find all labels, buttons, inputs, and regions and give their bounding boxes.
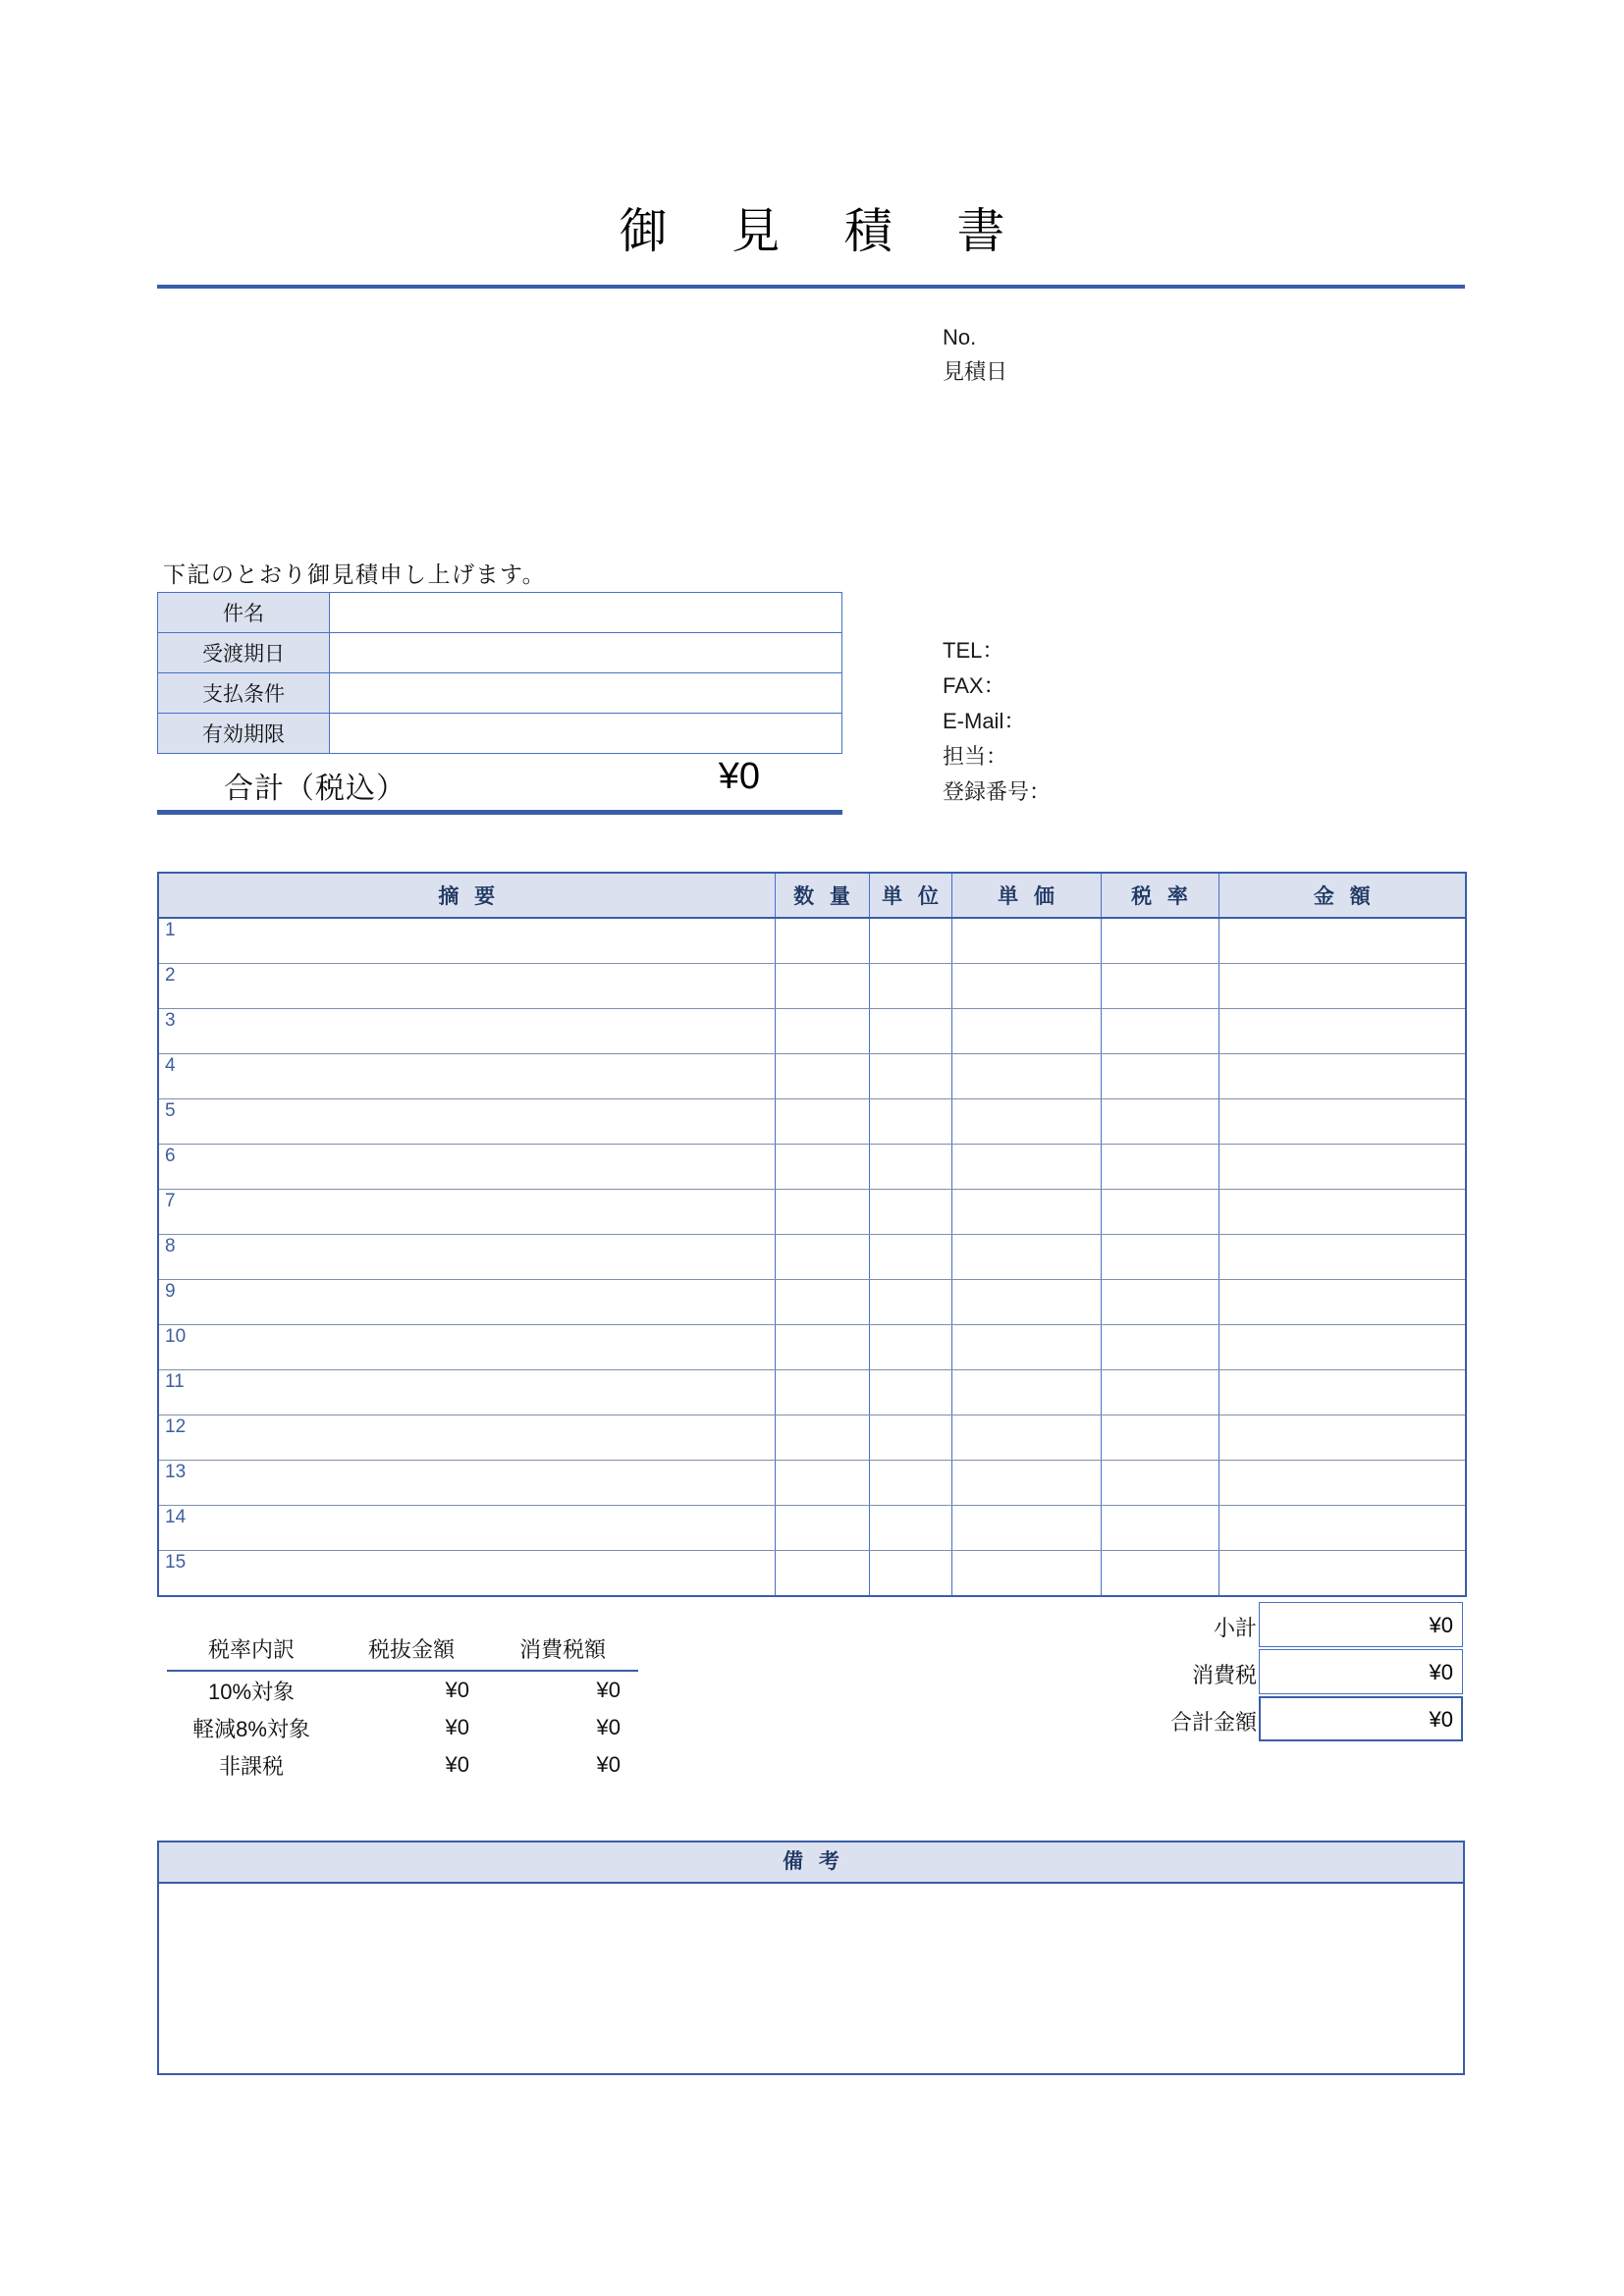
cell-unit-price[interactable] <box>951 1235 1101 1280</box>
table-row <box>158 918 1466 964</box>
row-number: 14 <box>165 1507 187 1527</box>
contact-tel: TEL： <box>943 638 1004 663</box>
cell-unit-price[interactable] <box>951 1461 1101 1506</box>
total-amount-label: 合計金額 <box>1169 1710 1257 1735</box>
table-row <box>158 1009 1466 1054</box>
table-header-row <box>158 873 1466 918</box>
cell-quantity[interactable] <box>775 1370 869 1415</box>
line-items-table <box>157 872 1467 1597</box>
cell-quantity[interactable] <box>775 964 869 1009</box>
table-row <box>158 1054 1466 1099</box>
cell-unit-price[interactable] <box>951 1280 1101 1325</box>
tax-row-tax-10: ¥0 <box>596 1678 621 1702</box>
table-row <box>158 964 1466 1009</box>
tax-breakdown-table <box>167 1633 638 1784</box>
cell-description[interactable] <box>158 1461 775 1506</box>
cell-amount[interactable] <box>1218 1190 1466 1235</box>
tax-breakdown-header-excluding: 税抜金額 <box>336 1633 487 1671</box>
table-row <box>158 1099 1466 1145</box>
cell-quantity[interactable] <box>775 1461 869 1506</box>
cell-unit[interactable] <box>869 1551 951 1597</box>
cell-description[interactable] <box>158 1280 775 1325</box>
cell-unit[interactable] <box>869 1280 951 1325</box>
row-number: 6 <box>165 1146 176 1166</box>
cell-unit[interactable] <box>869 1054 951 1099</box>
info-value-subject[interactable] <box>330 593 842 633</box>
cell-amount[interactable] <box>1218 1145 1466 1190</box>
cell-amount[interactable] <box>1218 1551 1466 1597</box>
column-header-unit-price: 単 価 <box>951 873 1101 918</box>
cell-amount[interactable] <box>1218 918 1466 964</box>
cell-unit[interactable] <box>869 918 951 964</box>
cell-unit[interactable] <box>869 1190 951 1235</box>
subtotal-value: ¥0 <box>1429 1613 1453 1637</box>
row-number: 12 <box>165 1416 187 1437</box>
info-value-delivery-date[interactable] <box>330 633 842 673</box>
cell-description[interactable] <box>158 1506 775 1551</box>
cell-unit-price[interactable] <box>951 1054 1101 1099</box>
totals-row-consumption-tax <box>1041 1649 1465 1696</box>
contact-fax: FAX： <box>943 673 1005 698</box>
column-header-amount: 金 額 <box>1218 873 1466 918</box>
cell-unit-price[interactable] <box>951 1415 1101 1461</box>
table-row <box>158 1551 1466 1597</box>
tax-breakdown-header-rate: 税率内訳 <box>167 1633 336 1671</box>
cell-description[interactable] <box>158 1145 775 1190</box>
table-row <box>158 633 842 673</box>
cell-amount[interactable] <box>1218 1280 1466 1325</box>
cell-quantity[interactable] <box>775 1235 869 1280</box>
cell-description[interactable] <box>158 1054 775 1099</box>
grand-total-block <box>157 758 842 815</box>
cell-description[interactable] <box>158 1551 775 1597</box>
tax-row-tax-reduced-8: ¥0 <box>596 1715 621 1739</box>
cell-amount[interactable] <box>1218 1325 1466 1370</box>
cell-tax-rate[interactable] <box>1101 918 1218 964</box>
cell-unit[interactable] <box>869 1009 951 1054</box>
cell-amount[interactable] <box>1218 1415 1466 1461</box>
cell-description[interactable] <box>158 1190 775 1235</box>
info-value-validity[interactable] <box>330 714 842 754</box>
cell-description[interactable] <box>158 1099 775 1145</box>
page-title: 御 見 積 書 <box>619 205 1031 258</box>
column-header-unit: 単 位 <box>869 873 951 918</box>
table-row <box>158 1280 1466 1325</box>
cell-unit-price[interactable] <box>951 1325 1101 1370</box>
cell-unit-price[interactable] <box>951 964 1101 1009</box>
cell-unit-price[interactable] <box>951 1370 1101 1415</box>
table-row <box>158 593 842 633</box>
cell-amount[interactable] <box>1218 1009 1466 1054</box>
cell-amount[interactable] <box>1218 1506 1466 1551</box>
total-amount-value: ¥0 <box>1429 1707 1453 1732</box>
title-divider <box>157 285 1465 289</box>
table-row <box>158 1415 1466 1461</box>
contact-person: 担当： <box>943 744 1008 769</box>
table-row <box>158 1461 1466 1506</box>
cell-amount[interactable] <box>1218 1235 1466 1280</box>
row-number: 2 <box>165 965 176 986</box>
totals-row-total-amount <box>1041 1696 1465 1743</box>
grand-total-value: ¥0 <box>718 756 760 797</box>
info-label-subject: 件名 <box>158 593 330 633</box>
cell-quantity[interactable] <box>775 1415 869 1461</box>
cell-unit[interactable] <box>869 1099 951 1145</box>
cell-unit-price[interactable] <box>951 1099 1101 1145</box>
cell-unit-price[interactable] <box>951 1190 1101 1235</box>
cell-description[interactable] <box>158 1415 775 1461</box>
cell-quantity[interactable] <box>775 1506 869 1551</box>
cell-tax-rate[interactable] <box>1101 1145 1218 1190</box>
cell-tax-rate[interactable] <box>1101 1551 1218 1597</box>
row-number: 1 <box>165 920 176 940</box>
info-label-payment-terms: 支払条件 <box>158 673 330 714</box>
cell-quantity[interactable] <box>775 1325 869 1370</box>
table-row <box>158 1235 1466 1280</box>
table-row <box>158 1190 1466 1235</box>
cell-unit[interactable] <box>869 964 951 1009</box>
cell-quantity[interactable] <box>775 1280 869 1325</box>
table-row <box>158 714 842 754</box>
tax-row-excluding-10: ¥0 <box>445 1678 469 1702</box>
row-number: 13 <box>165 1462 187 1482</box>
table-row <box>158 1506 1466 1551</box>
cell-amount[interactable] <box>1218 1054 1466 1099</box>
table-row <box>167 1709 638 1746</box>
cell-unit-price[interactable] <box>951 1506 1101 1551</box>
info-value-payment-terms[interactable] <box>330 673 842 714</box>
grand-total-divider <box>157 810 842 815</box>
consumption-tax-value: ¥0 <box>1429 1660 1453 1684</box>
tax-breakdown-header-tax: 消費税額 <box>487 1633 638 1671</box>
intro-sentence: 下記のとおり御見積申し上げます。 <box>163 561 547 587</box>
row-number: 3 <box>165 1010 176 1031</box>
table-row <box>158 1145 1466 1190</box>
totals-row-subtotal <box>1041 1602 1465 1649</box>
cell-tax-rate[interactable] <box>1101 1190 1218 1235</box>
tax-row-excluding-exempt: ¥0 <box>445 1752 469 1777</box>
contact-email: E-Mail： <box>943 709 1026 733</box>
cell-tax-rate[interactable] <box>1101 1506 1218 1551</box>
cell-unit-price[interactable] <box>951 1145 1101 1190</box>
remarks-header: 備 考 <box>157 1841 1465 1884</box>
row-number: 9 <box>165 1281 176 1302</box>
cell-description[interactable] <box>158 1235 775 1280</box>
cell-description[interactable] <box>158 964 775 1009</box>
cell-description[interactable] <box>158 1325 775 1370</box>
cell-description[interactable] <box>158 1009 775 1054</box>
quotation-info-table <box>157 592 842 754</box>
quotation-date-label: 見積日 <box>943 359 1008 384</box>
cell-quantity[interactable] <box>775 918 869 964</box>
column-header-tax-rate: 税 率 <box>1101 873 1218 918</box>
cell-quantity[interactable] <box>775 1099 869 1145</box>
cell-tax-rate[interactable] <box>1101 1099 1218 1145</box>
cell-quantity[interactable] <box>775 1145 869 1190</box>
tax-row-label-exempt: 非課税 <box>218 1753 284 1779</box>
cell-tax-rate[interactable] <box>1101 1009 1218 1054</box>
grand-total-label: 合計（税込） <box>224 773 406 805</box>
subtotal-label: 小計 <box>1213 1616 1257 1640</box>
cell-tax-rate[interactable] <box>1101 1325 1218 1370</box>
info-label-validity: 有効期限 <box>158 714 330 754</box>
cell-quantity[interactable] <box>775 1009 869 1054</box>
row-number: 8 <box>165 1236 176 1256</box>
row-number: 7 <box>165 1191 176 1211</box>
cell-unit[interactable] <box>869 1461 951 1506</box>
cell-description[interactable] <box>158 918 775 964</box>
info-label-delivery-date: 受渡期日 <box>158 633 330 673</box>
consumption-tax-label: 消費税 <box>1191 1663 1257 1687</box>
cell-unit[interactable] <box>869 1325 951 1370</box>
cell-unit[interactable] <box>869 1370 951 1415</box>
remarks-body[interactable] <box>157 1884 1465 2075</box>
row-number: 15 <box>165 1552 187 1573</box>
cell-unit-price[interactable] <box>951 918 1101 964</box>
cell-unit-price[interactable] <box>951 1551 1101 1597</box>
row-number: 4 <box>165 1055 176 1076</box>
cell-tax-rate[interactable] <box>1101 1415 1218 1461</box>
tax-row-label-reduced-8: 軽減8%対象 <box>192 1716 310 1741</box>
tax-row-excluding-reduced-8: ¥0 <box>445 1715 469 1739</box>
quotation-meta <box>943 320 1007 389</box>
cell-unit[interactable] <box>869 1415 951 1461</box>
row-number: 11 <box>165 1371 185 1392</box>
cell-unit[interactable] <box>869 1145 951 1190</box>
cell-unit[interactable] <box>869 1506 951 1551</box>
cell-tax-rate[interactable] <box>1101 964 1218 1009</box>
column-header-quantity: 数 量 <box>775 873 869 918</box>
cell-tax-rate[interactable] <box>1101 1280 1218 1325</box>
table-row <box>158 673 842 714</box>
tax-row-label-10: 10%対象 <box>207 1679 296 1704</box>
table-row <box>167 1671 638 1709</box>
cell-description[interactable] <box>158 1370 775 1415</box>
cell-quantity[interactable] <box>775 1551 869 1597</box>
table-header-row <box>167 1633 638 1671</box>
tax-row-tax-exempt: ¥0 <box>596 1752 621 1777</box>
cell-amount[interactable] <box>1218 1461 1466 1506</box>
table-row <box>167 1746 638 1784</box>
totals-block <box>1041 1602 1465 1743</box>
cell-unit[interactable] <box>869 1235 951 1280</box>
cell-tax-rate[interactable] <box>1101 1054 1218 1099</box>
contact-registration-number: 登録番号： <box>943 779 1052 804</box>
cell-quantity[interactable] <box>775 1054 869 1099</box>
cell-amount[interactable] <box>1218 1370 1466 1415</box>
column-header-description: 摘 要 <box>158 873 775 918</box>
cell-amount[interactable] <box>1218 1099 1466 1145</box>
cell-tax-rate[interactable] <box>1101 1235 1218 1280</box>
cell-tax-rate[interactable] <box>1101 1370 1218 1415</box>
cell-quantity[interactable] <box>775 1190 869 1235</box>
supplier-contact-block <box>943 633 1051 810</box>
row-number: 10 <box>165 1326 187 1347</box>
row-number: 5 <box>165 1100 176 1121</box>
table-row <box>158 1370 1466 1415</box>
cell-tax-rate[interactable] <box>1101 1461 1218 1506</box>
cell-unit-price[interactable] <box>951 1009 1101 1054</box>
quotation-number-label: No. <box>943 325 977 349</box>
cell-amount[interactable] <box>1218 964 1466 1009</box>
table-row <box>158 1325 1466 1370</box>
